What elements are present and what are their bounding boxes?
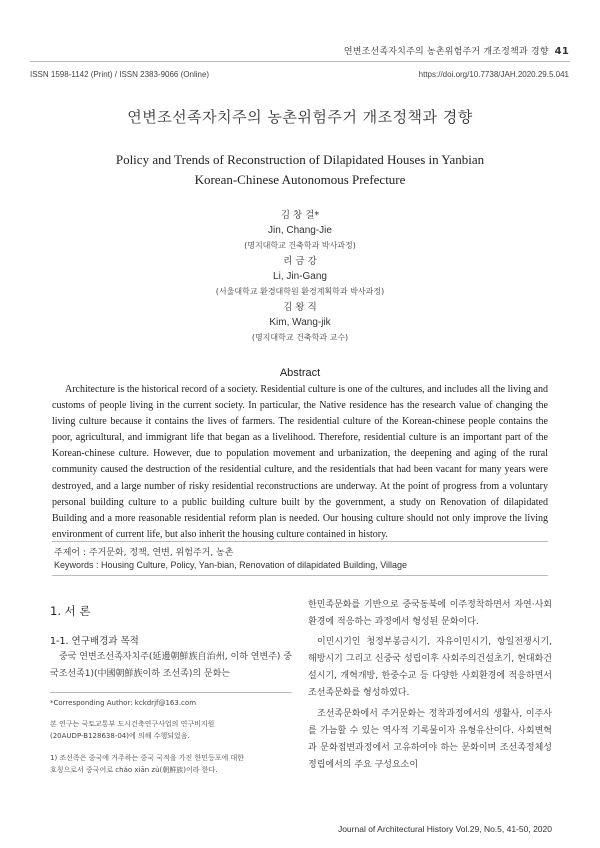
author-name-en: Li, Jin-Gang xyxy=(273,271,327,282)
running-title: 연변조선족자치주의 농촌위험주거 개조정책과 경향 xyxy=(343,47,549,57)
paragraph: 한민족문화를 기반으로 중국동북에 이주정착하면서 자연·사회환경에 적응하는 과정에서 형성된 문화이다. xyxy=(308,600,552,628)
footnote-rule xyxy=(50,692,292,693)
header-rule xyxy=(30,61,570,62)
author-2 xyxy=(0,254,600,300)
author-affiliation: (서울대학교 환경대학원 환경계획학과 박사과정) xyxy=(215,287,385,296)
funding-note-line1: 본 연구는 국토교통부 도시건축연구사업의 연구비지원 xyxy=(50,720,215,728)
corresponding-author-note: *Corresponding Author: kckdrjf@163.com xyxy=(50,699,197,707)
title-english-line2: Korean-Chinese Autonomous Prefecture xyxy=(194,172,406,187)
footnote-1 xyxy=(50,752,295,776)
author-affiliation: (명지대학교 건축학과 교수) xyxy=(251,333,349,342)
author-affiliation: (명지대학교 건축학과 박사과정) xyxy=(244,241,356,250)
running-header xyxy=(344,44,569,57)
issn: ISSN 1598-1142 (Print) / ISSN 2383-9066 (Online) xyxy=(30,70,210,79)
keywords-top-rule xyxy=(52,541,548,542)
author-3 xyxy=(0,300,600,346)
keywords-english: Keywords : Housing Culture, Policy, Yan-bian, Renovation of dilapidated Building, Village xyxy=(54,560,408,570)
author-name-en: Kim, Wang-jik xyxy=(269,317,331,328)
left-column-body: 중국 연변조선족자치주(延邊朝鮮族自治州, 이하 연변주) 중국조선족1)(中國朝鮮族이하 조선족)의 문화는 xyxy=(50,652,292,679)
right-column-body xyxy=(308,597,552,777)
abstract-body: Architecture is the historical record of a society. Residential culture is one of the cultures, and includes all the living and customs of people living in the current society. In particular, the Native residence has the research value of changing the living culture because it contains the lives of farmers. The residential culture of the Korean-chinese people contains the poor, agricultural, and immigrant life that began as a livelihood. Therefore, residential culture is an important part of the Korean-chinese culture. However, due to population movement and urbanization, the deepening and aging of the rural community caused the destruction of the residential culture, and the residentials that had been vacant for many years were destroyed, and a large number of risky residential reconstructions are underway. At the point of progress from a voluntary personal building culture to a public building culture built by the government, a study on Renovation of dilapidated Building and a more reasonable residential reform plan is needed. Our housing culture should not only improve the living environment of current life, but also inherit the housing culture contained in history. xyxy=(52,384,548,540)
journal-footer: Journal of Architectural History Vol.29, No.5, 41-50, 2020 xyxy=(337,824,552,834)
section-heading: 1. 서 론 xyxy=(50,604,91,618)
footnote-1-line2: 호칭으로서 중국어로 cháo xiān zú(朝鮮族)이라 한다. xyxy=(50,766,218,774)
author-name-ko: 리 금 강 xyxy=(283,256,317,267)
doi-link[interactable]: https://doi.org/10.7738/JAH.2020.29.5.041 xyxy=(418,70,569,79)
footnote-1-line1: 1) 조선족은 중국에 거주하는 중국 국적을 가진 한민등포에 대한 xyxy=(50,754,245,762)
author-name-en: Jin, Chang-Jie xyxy=(268,225,332,236)
funding-note xyxy=(50,718,295,742)
title-english-line1: Policy and Trends of Reconstruction of Dilapidated Houses in Yanbian xyxy=(115,152,485,167)
title-korean: 연변조선족자치주의 농촌위험주거 개조정책과 경향 xyxy=(127,108,473,126)
abstract-heading: Abstract xyxy=(279,367,321,379)
keywords-bottom-rule xyxy=(52,575,548,576)
author-name-ko: 김 창 걸* xyxy=(280,210,320,221)
author-name-ko: 김 왕 직 xyxy=(283,302,317,313)
funding-note-line2: (20AUDP-B128638-04)에 의해 수행되었음. xyxy=(50,732,190,740)
paragraph: 이민시기인 청정부봉금시기, 자유이민시기, 항일전쟁시기, 해방시기 그리고 신중국 성립이후 사회주의건설초기, 현대화건설시기, 개혁개방, 한중수교 등 다양한 사회환경에 적응하면서 조선족문화를 형성하였다. xyxy=(308,637,552,699)
keywords-korean: 주제어 : 주거문화, 정책, 연변, 위험주거, 농촌 xyxy=(54,548,234,558)
title-english xyxy=(60,150,540,190)
paragraph: 조선족문화에서 주거문화는 정착과정에서의 생활사, 이주사를 가늠할 수 있는 역사적 기록물이자 유형유산이다. 사회변혁과 문화접변과정에서 고유하여야 하는 문화이며 조선족정체성 정립에서의 주요 구성요소이 xyxy=(308,708,552,770)
page-number: 41 xyxy=(554,46,569,57)
subsection-heading: 1-1. 연구배경과 목적 xyxy=(50,636,139,647)
author-block xyxy=(0,208,600,346)
author-1 xyxy=(0,208,600,254)
